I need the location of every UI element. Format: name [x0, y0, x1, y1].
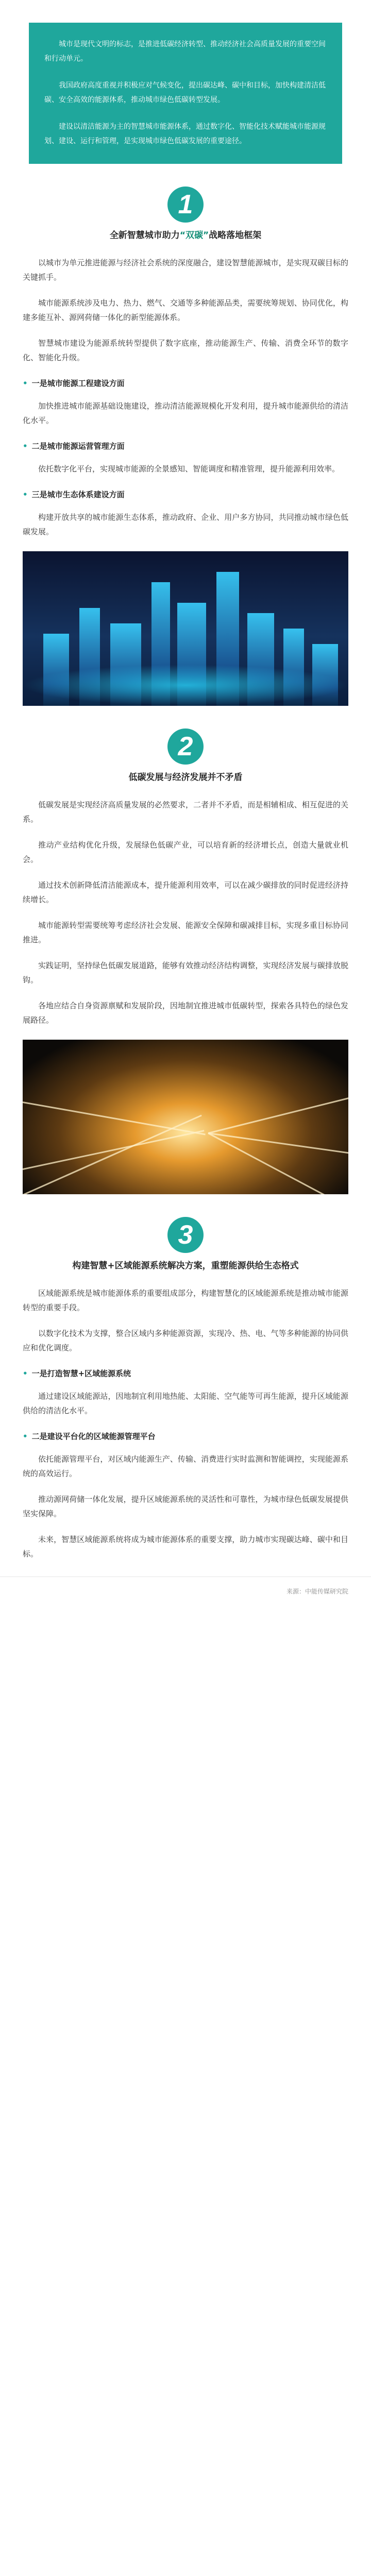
bullet-heading: • 二是城市能源运营管理方面	[23, 439, 348, 453]
body-paragraph: 通过技术创新降低清洁能源成本，提升能源利用效率，可以在减少碳排放的同时促进经济持续增长。	[23, 880, 348, 904]
body-paragraph: 通过建设区域能源站，因地制宜利用地热能、太阳能、空气能等可再生能源，提升区域能源供给的清洁化水平。	[23, 1392, 348, 1415]
body-paragraph: 区域能源系统是城市能源体系的重要组成部分，构建智慧化的区域能源系统是推动城市能源转型的重要手段。	[23, 1289, 348, 1312]
section-number-badge: 3	[167, 1217, 204, 1253]
intro-paragraph: 建设以清洁能源为主的智慧城市能源体系，通过数字化、智能化技术赋能城市能源规划、建设、运行和管理，是实现城市绿色低碳发展的重要途径。	[44, 123, 326, 145]
body-paragraph: 智慧城市建设为能源系统转型提供了数字底座，推动能源生产、传输、消费全环节的数字化、智能化升级。	[23, 338, 348, 362]
body-paragraph: 推动产业结构优化升级，发展绿色低碳产业，可以培育新的经济增长点，创造大量就业机会。	[23, 840, 348, 864]
section-title: 低碳发展与经济发展并不矛盾	[128, 772, 243, 783]
body-paragraph: 低碳发展是实现经济高质量发展的必然要求，二者并不矛盾，而是相辅相成、相互促进的关系。	[23, 800, 348, 824]
light-trail-image	[23, 1040, 348, 1194]
bullet-heading: • 三是城市生态体系建设方面	[23, 487, 348, 502]
body-paragraph: 加快推进城市能源基础设施建设，推动清洁能源规模化开发利用，提升城市能源供给的清洁化水平。	[23, 401, 348, 425]
intro-box	[29, 23, 342, 164]
bullet-heading: • 二是建设平台化的区域能源管理平台	[23, 1429, 348, 1444]
body-paragraph: 以数字化技术为支撑，整合区域内多种能源资源，实现冷、热、电、气等多种能源的协同供应和优化调度。	[23, 1329, 348, 1352]
section-number-badge: 2	[167, 728, 204, 765]
body-paragraph: 实践证明，坚持绿色低碳发展道路，能够有效推动经济结构调整，实现经济发展与碳排放脱钩。	[23, 961, 348, 985]
body-paragraph: 依托数字化平台，实现城市能源的全景感知、智能调度和精准管理，提升能源利用效率。	[38, 464, 340, 473]
intro-paragraph: 城市是现代文明的标志，是推进低碳经济转型、推动经济社会高质量发展的重要空间和行动单元。	[44, 40, 326, 63]
section-1-header	[23, 187, 348, 243]
intro-paragraph: 我国政府高度重视并积极应对气候变化，提出碳达峰、碳中和目标，加快构建清洁低碳、安全高效的能源体系，推动城市绿色低碳转型发展。	[44, 81, 326, 104]
section-title-highlight: “双碳”	[179, 230, 209, 241]
body-paragraph: 未来，智慧区域能源系统将成为城市能源体系的重要支撑，助力城市实现碳达峰、碳中和目标。	[23, 1535, 348, 1558]
section-title	[23, 228, 348, 243]
bullet-heading: • 一是城市能源工程建设方面	[23, 376, 348, 391]
smart-city-image	[23, 551, 348, 706]
section-title-prefix: 全新智慧城市助力	[109, 230, 180, 241]
body-paragraph: 各地应结合自身资源禀赋和发展阶段，因地制宜推进城市低碳转型，探索各具特色的绿色发展路径。	[23, 1001, 348, 1025]
body-paragraph: 构建开放共享的城市能源生态体系，推动政府、企业、用户多方协同，共同推动城市绿色低碳发展。	[23, 513, 348, 536]
section-title-suffix: 战略落地框架	[209, 230, 262, 241]
section-number-badge: 1	[167, 187, 204, 223]
body-paragraph: 城市能源系统涉及电力、热力、燃气、交通等多种能源品类，需要统筹规划、协同优化，构建多能互补、源网荷储一体化的新型能源体系。	[23, 298, 348, 322]
body-paragraph: 推动源网荷储一体化发展，提升区域能源系统的灵活性和可靠性，为城市绿色低碳发展提供坚实保障。	[23, 1495, 348, 1518]
section-3-header	[23, 1217, 348, 1274]
body-paragraph: 依托能源管理平台，对区域内能源生产、传输、消费进行实时监测和智能调控，实现能源系统的高效运行。	[23, 1454, 348, 1478]
source-footer: 来源：中能传媒研究院	[0, 1577, 371, 1609]
article-content	[0, 187, 371, 1561]
body-paragraph: 以城市为单元推进能源与经济社会系统的深度融合，建设智慧能源城市，是实现双碳目标的关键抓手。	[23, 258, 348, 282]
body-paragraph: 城市能源转型需要统筹考虑经济社会发展、能源安全保障和碳减排目标，实现多重目标协同推进。	[23, 921, 348, 944]
bullet-heading: • 一是打造智慧+区域能源系统	[23, 1366, 348, 1381]
section-2-header	[23, 728, 348, 785]
section-title: 构建智慧+区域能源系统解决方案，重塑能源供给生态格式	[72, 1261, 299, 1271]
